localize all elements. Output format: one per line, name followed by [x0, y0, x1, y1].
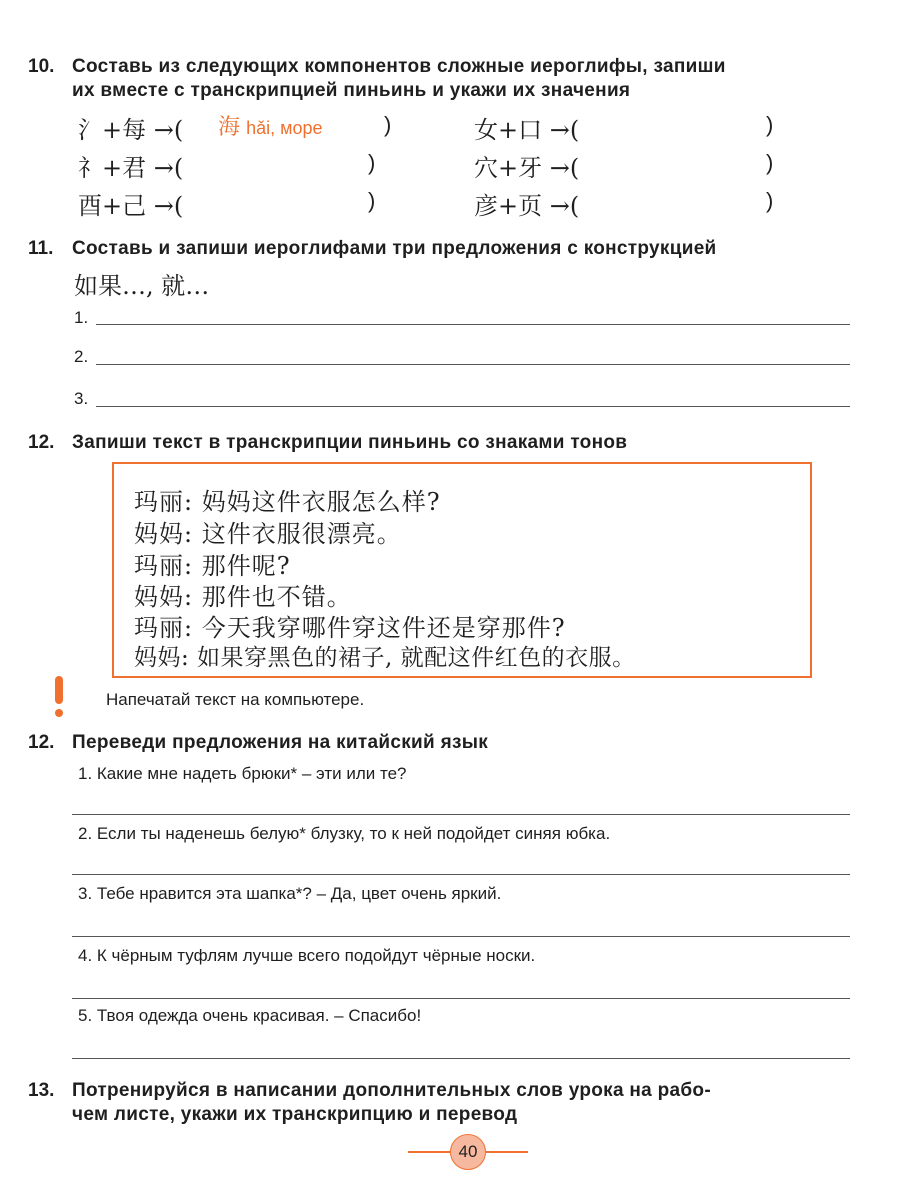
task-number: 12. — [28, 432, 55, 453]
task-number: 10. — [28, 56, 55, 77]
divider — [486, 1151, 528, 1153]
sentence-2: 2. Если ты наденешь белую* блузку, то к ней подойдет синяя юбка. — [78, 824, 611, 843]
construction-pattern: 如果…, 就… — [74, 272, 210, 300]
close-paren: ) — [384, 112, 392, 137]
task-number: 11. — [28, 238, 54, 259]
task-instruction: Переведи предложения на китайский язык — [72, 732, 489, 753]
sentence-4: 4. К чёрным туфлям лучше всего подойдут чёрные носки. — [78, 946, 536, 965]
answer-line-3[interactable] — [72, 936, 850, 937]
answer-line-5[interactable] — [72, 1058, 850, 1059]
close-paren: ) — [368, 188, 376, 213]
formula-1: 氵+每 →( — [78, 116, 184, 144]
dialog-line: 玛丽: 那件呢? — [134, 552, 291, 580]
answer-line-4[interactable] — [72, 998, 850, 999]
dialog-line: 妈妈: 这件衣服很漂亮。 — [134, 520, 402, 548]
dialog-line: 玛丽: 今天我穿哪件穿这件还是穿那件? — [134, 614, 566, 642]
line-number: 2. — [74, 347, 89, 366]
task-10-heading-line2: их вместе с транскрипцией пиньинь и укажи их значения — [72, 80, 631, 101]
sentence-3: 3. Тебе нравится эта шапка*? – Да, цвет очень яркий. — [78, 884, 502, 903]
answer-line-3[interactable] — [96, 406, 850, 407]
task-13-heading-line2: чем листе, укажи их транскрипцию и перевод — [72, 1104, 518, 1125]
answer-pinyin-meaning: hǎi, море — [246, 118, 323, 138]
formula-2: 女+口 →( — [474, 116, 580, 144]
dialog-line: 妈妈: 如果穿黑色的裙子, 就配这件红色的衣服。 — [134, 645, 636, 671]
task-10-heading-line1 — [28, 56, 726, 78]
exclamation-icon — [54, 676, 64, 706]
answer-line-1[interactable] — [96, 324, 850, 325]
close-paren: ) — [368, 150, 376, 175]
task-11-heading — [28, 238, 717, 260]
task-12-heading — [28, 732, 488, 754]
dialog-box — [112, 462, 812, 678]
answer-line-1[interactable] — [72, 814, 850, 815]
close-paren: ) — [766, 188, 774, 213]
formula-4: 穴+牙 →( — [474, 154, 580, 182]
line-number: 1. — [74, 308, 89, 327]
page-number-badge — [408, 1134, 528, 1170]
formula-6: 彦+页 →( — [474, 192, 580, 220]
task-instruction: Составь из следующих компонентов сложные иероглифы, запиши — [72, 56, 726, 77]
page-number: 40 — [450, 1134, 486, 1170]
computer-note: Напечатай текст на компьютере. — [106, 690, 365, 709]
close-paren: ) — [766, 150, 774, 175]
formula-3: 礻+君 →( — [78, 154, 184, 182]
task-instruction: Потренируйся в написании дополнительных слов урока на рабо- — [72, 1080, 711, 1101]
task-number: 13. — [28, 1080, 55, 1101]
line-number: 3. — [74, 389, 89, 408]
sentence-1: 1. Какие мне надеть брюки* – эти или те? — [78, 764, 407, 783]
answer-line-2[interactable] — [96, 364, 850, 365]
divider — [408, 1151, 450, 1153]
task-instruction: Составь и запиши иероглифами три предложения с конструкцией — [72, 238, 717, 259]
sentence-5: 5. Твоя одежда очень красивая. – Спасибо! — [78, 1006, 422, 1025]
sample-answer — [218, 110, 323, 141]
close-paren: ) — [766, 112, 774, 137]
dialog-line: 妈妈: 那件也不错。 — [134, 583, 352, 611]
answer-line-2[interactable] — [72, 874, 850, 875]
task-13-heading-line1 — [28, 1080, 711, 1102]
answer-character: 海 — [218, 114, 241, 139]
formula-5: 酉+己 →( — [78, 192, 184, 220]
dialog-line: 玛丽: 妈妈这件衣服怎么样? — [134, 488, 441, 516]
task-12-heading — [28, 432, 627, 454]
task-instruction: Запиши текст в транскрипции пиньинь со знаками тонов — [72, 432, 628, 453]
task-number: 12. — [28, 732, 55, 753]
